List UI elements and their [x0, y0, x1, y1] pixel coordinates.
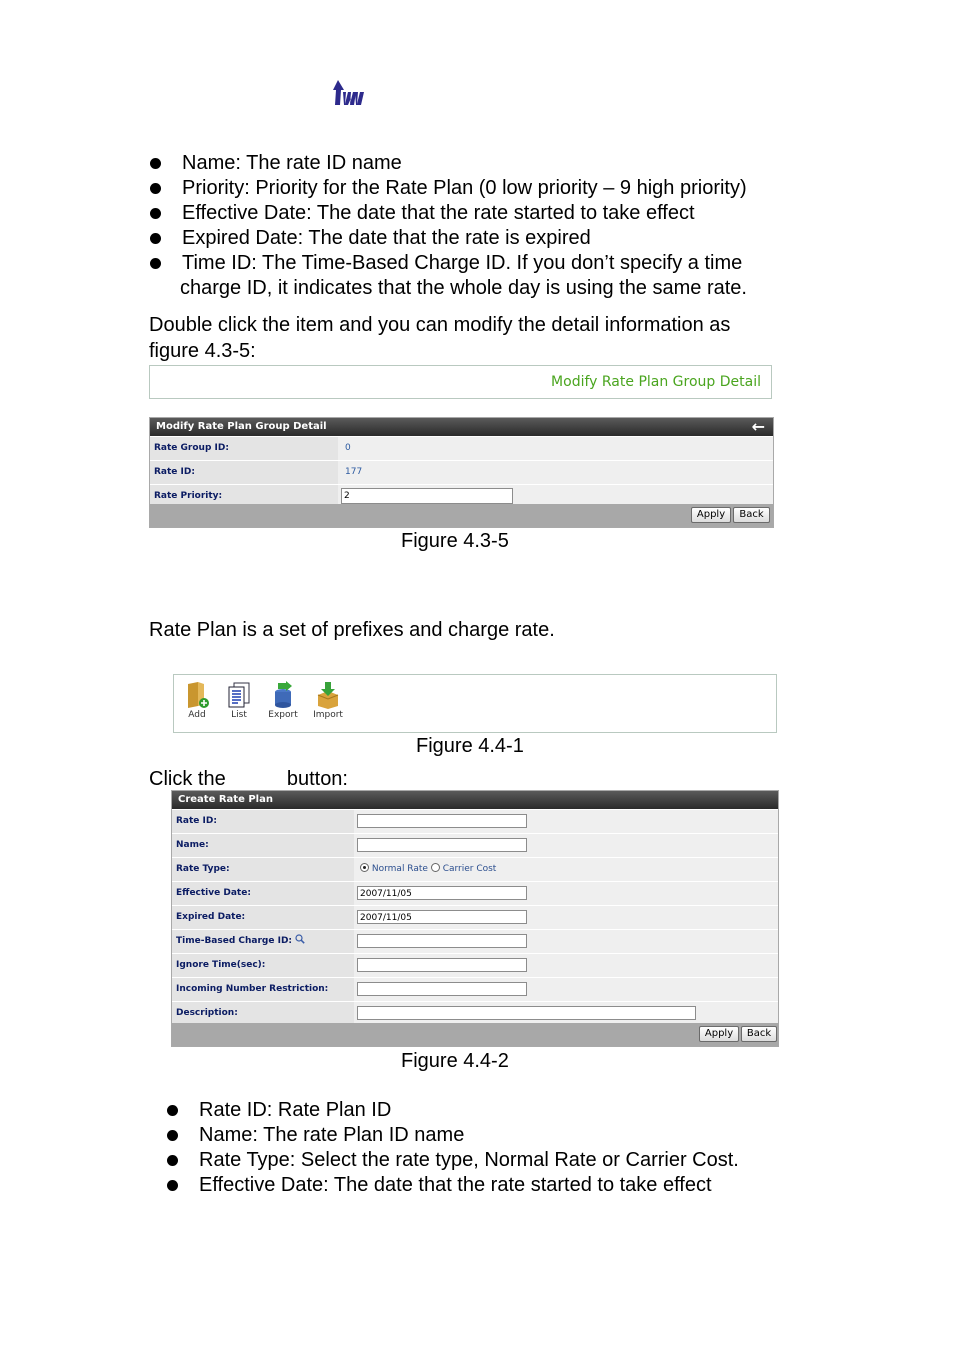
expired-date-label: Expired Date: — [176, 912, 246, 922]
apply-button[interactable]: Apply — [691, 507, 731, 523]
click-text-before: Click the — [149, 768, 226, 790]
list-item-text: Name: The rate ID name — [182, 152, 402, 174]
effective-date-label: Effective Date: — [176, 888, 251, 898]
list-item-text-continued: charge ID, it indicates that the whole day is using the same rate. — [180, 277, 747, 299]
create-field-description-list — [166, 1098, 739, 1198]
time-based-charge-id-label-wrap — [176, 930, 305, 953]
list-item-text: Rate ID: Rate Plan ID — [199, 1099, 392, 1121]
list-item-text: Effective Date: The date that the rate started to take effect — [182, 202, 695, 224]
list-item — [166, 1123, 739, 1148]
name-label: Name: — [176, 840, 209, 850]
bullet-icon — [167, 1155, 178, 1166]
form-row — [172, 881, 778, 905]
form-row — [172, 929, 778, 953]
form-row — [172, 977, 778, 1001]
list-item — [166, 1148, 739, 1173]
effective-date-input[interactable]: 2007/11/05 — [357, 886, 527, 900]
carrier-cost-label: Carrier Cost — [442, 864, 497, 874]
carrier-cost-radio[interactable] — [431, 863, 440, 872]
apply-button[interactable]: Apply — [699, 1026, 739, 1042]
list-item-text: Expired Date: The date that the rate is expired — [182, 227, 591, 249]
ignore-time-label: Ignore Time(sec): — [176, 960, 266, 970]
export-button[interactable] — [261, 681, 305, 720]
form-row — [150, 436, 773, 460]
description-label: Description: — [176, 1008, 238, 1018]
form-title: Create Rate Plan — [178, 794, 273, 805]
bullet-icon — [150, 208, 161, 219]
incoming-number-restriction-input[interactable] — [357, 982, 527, 996]
import-icon — [315, 681, 341, 709]
add-button[interactable] — [175, 681, 219, 720]
rate-id-value: 177 — [345, 467, 363, 477]
figure-caption: Figure 4.4-1 — [416, 735, 524, 757]
list-item-text: Effective Date: The date that the rate started to take effect — [199, 1174, 712, 1196]
back-arrow-icon[interactable]: ← — [751, 417, 765, 436]
paragraph-line: Double click the item and you can modify the detail information as — [149, 314, 731, 336]
bullet-icon — [167, 1105, 178, 1116]
rate-id-input[interactable] — [357, 814, 527, 828]
rate-type-label: Rate Type: — [176, 864, 230, 874]
time-based-charge-id-input[interactable] — [357, 934, 527, 948]
back-button[interactable]: Back — [741, 1026, 777, 1042]
add-label: Add — [188, 710, 206, 720]
list-label: List — [231, 710, 247, 720]
company-logo — [332, 78, 368, 108]
import-label: Import — [313, 710, 343, 720]
form-footer — [172, 1023, 778, 1046]
normal-rate-label: Normal Rate — [371, 864, 428, 874]
add-icon — [184, 681, 210, 709]
bullet-icon — [150, 233, 161, 244]
rate-priority-input[interactable]: 2 — [341, 488, 513, 504]
export-icon — [270, 681, 296, 709]
banner-title: Modify Rate Plan Group Detail — [551, 374, 761, 390]
list-item-text: Rate Type: Select the rate type, Normal Rate or Carrier Cost. — [199, 1149, 739, 1171]
form-row — [150, 460, 773, 484]
figure-caption: Figure 4.4-2 — [401, 1050, 509, 1072]
figure-caption: Figure 4.3-5 — [401, 530, 509, 552]
time-based-charge-id-label: Time-Based Charge ID: — [176, 936, 293, 946]
list-item-text: Name: The rate Plan ID name — [199, 1124, 465, 1146]
form-row — [172, 953, 778, 977]
modify-rate-plan-group-form — [149, 417, 774, 528]
rate-group-id-value: 0 — [345, 443, 351, 453]
bullet-icon — [167, 1130, 178, 1141]
form-footer — [150, 504, 773, 527]
form-row — [172, 809, 778, 833]
click-instruction — [149, 766, 348, 792]
modify-paragraph — [149, 312, 730, 364]
ignore-time-input[interactable] — [357, 958, 527, 972]
search-icon[interactable] — [295, 934, 305, 944]
create-rate-plan-form — [171, 790, 779, 1047]
list-item — [149, 226, 747, 251]
paragraph-line: figure 4.3-5: — [149, 340, 256, 362]
back-button[interactable]: Back — [733, 507, 770, 523]
expired-date-input[interactable]: 2007/11/05 — [357, 910, 527, 924]
name-input[interactable] — [357, 838, 527, 852]
rate-id-label: Rate ID: — [154, 467, 195, 477]
form-header — [172, 791, 778, 809]
bullet-icon — [150, 158, 161, 169]
rate-plan-toolbar — [173, 674, 777, 733]
modify-rate-plan-banner — [149, 365, 772, 399]
rate-plan-paragraph: Rate Plan is a set of prefixes and charge rate. — [149, 619, 555, 641]
field-description-list — [149, 151, 747, 301]
incoming-number-restriction-label: Incoming Number Restriction: — [176, 984, 329, 994]
list-item-text: Priority: Priority for the Rate Plan (0 low priority – 9 high priority) — [182, 177, 747, 199]
form-header — [150, 418, 773, 436]
list-item — [149, 251, 747, 301]
form-row — [172, 905, 778, 929]
list-item — [149, 201, 747, 226]
rate-group-id-label: Rate Group ID: — [154, 443, 229, 453]
bullet-icon — [150, 183, 161, 194]
list-icon — [226, 681, 252, 709]
list-item — [149, 176, 747, 201]
rate-priority-label: Rate Priority: — [154, 491, 223, 501]
export-label: Export — [268, 710, 298, 720]
list-button[interactable] — [217, 681, 261, 720]
list-item — [166, 1173, 739, 1198]
description-input[interactable] — [357, 1006, 696, 1020]
list-item — [166, 1098, 739, 1123]
bullet-icon — [150, 258, 161, 269]
form-title: Modify Rate Plan Group Detail — [156, 421, 327, 432]
import-button[interactable] — [306, 681, 350, 720]
form-row — [172, 833, 778, 857]
form-row — [172, 1001, 778, 1025]
click-text-after: button: — [286, 768, 348, 790]
normal-rate-radio[interactable] — [360, 863, 369, 872]
rate-type-options — [360, 858, 496, 881]
rate-id-label: Rate ID: — [176, 816, 217, 826]
list-item — [149, 151, 747, 176]
bullet-icon — [167, 1180, 178, 1191]
form-row — [172, 857, 778, 881]
list-item-text: Time ID: The Time-Based Charge ID. If you don’t specify a time — [182, 252, 743, 274]
